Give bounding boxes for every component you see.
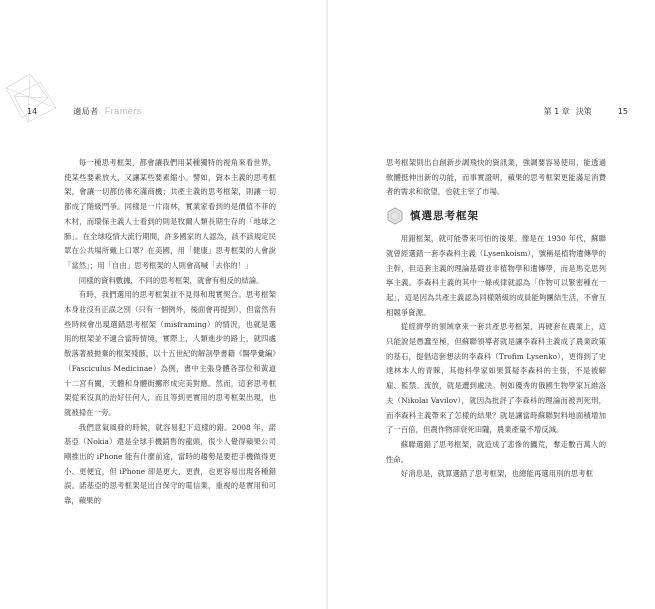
- chapter-title: 決策: [575, 107, 592, 116]
- body-paragraph: 蘇聯選錯了思考框架，就造成了悲慘的饑荒，奪走數百萬人的性命。: [386, 439, 606, 464]
- page-number: 15: [617, 107, 628, 116]
- book-title-english: Framers: [104, 106, 142, 116]
- right-body-text: [386, 156, 606, 482]
- body-paragraph: 從經濟學的領域拿來一套共產思考框架，再硬套在農業上，這只能說是愚蠢至極，但蘇聯領導者就是讓李森科主義成了農業政策的基石，提倡這套想法的李森科（Trofim Lysenko），更得到了史達林本人的青睞，其他科學家如果質疑李森科的主張，不是被解雇、監禁、流放，就是遭到處決。例如優秀的俄國生物學家瓦維洛夫（Nikolai Vavilov），就因為批評了李森科的理論而被判死刑，而李森科主義帶來了怎樣的結果？就是讓當時蘇聯對料地面積增加了一百倍，但農作物卻衰死田隴，農業產量不增反減。: [386, 322, 606, 435]
- book-title: 適局者: [73, 107, 99, 116]
- hexagon-icon: [386, 207, 404, 225]
- right-running-header: [544, 106, 628, 120]
- body-paragraph: 用錯框架，就可能帶來可怕的後果。像是在 1930 年代，蘇聯就曾經選錯一套李森科主義（Lysenkoism），號稱是植物遺傳學的主幹，但這套主義的理論基礎並非植物學和遺傳學，而是馬克思列寧主義。李森科主義的其中一條戒律就認為「作物可以緊密種在一起」，這是因為共產主義認為同樣階級的成員能夠團結生活，不會互相競爭資源。: [386, 234, 606, 317]
- body-paragraph-continued: 思考框架則出自創新步調飛快的資訊業，強調要容易使用、能透過軟體挺伸出新的功能，而事實證明，蘋果的思考框架更能滿足消費者的需求和欲望，也就主宰了市場。: [386, 158, 606, 197]
- section-heading: [386, 206, 606, 226]
- left-running-header: [27, 106, 142, 120]
- page-number: 14: [27, 107, 38, 116]
- body-paragraph: 好消息是，就算選錯了思考框架，也總能再選用別的思考框: [400, 469, 593, 479]
- section-title: 慎選思考框架: [410, 209, 479, 222]
- left-body-text: [64, 156, 276, 509]
- body-paragraph: 同樣的資料數據，不同的思考框架，就會有相反的結論。: [78, 275, 264, 285]
- chapter-label: 第 1 章: [543, 107, 570, 116]
- body-paragraph: 有時，我們選用的思考框架並不見得和現實契合。思考框架本身並沒有正誤之別（只有一個例外，後面會再提到），但當然有些時候會出現選錯思考框架（misframing）的情況，也就是選用的框架並不適合當時情境，實際上，人類進步的路上，就四處散落著被拋棄的框架殘骸，以十五世紀的解剖學書籍《醫學彙編》（Fasciculus Medicinae）為例，書中主張身體各部位和黃道十二宮有關，天體和身體街擲形成完美對應。然而，這套思考框架從來沒真的治好任何人，而且等到更實用的思考框架出現，也就被掃在一旁。: [64, 290, 276, 417]
- body-paragraph: 我們意氣風發的時候，就容易犯下這樣的錯。2008 年，諾基亞（Nokia）還是全球手機銷售的龍頭，很少人覺得蘋果公司剛推出的 iPhone 能有什麼前途，當時的趨勢是要把手機做得更小、更便宜，但 iPhone 卻是更大、更貴，也更容易出現各種錯誤。諾基亞的思考框架是出自保守的電信業，重視的是實用和可靠，蘋果的: [64, 422, 276, 506]
- body-paragraph: 每一種思考框架，都會讓我們用某種獨特的視角來看世界，使某些要素放大，又讓某些要素縮小。譬如，資本主義的思考框架，會讓一切都仿佛充滿商機；共產主義的思考框架，則讓一切都成了階級鬥爭。同樣是一片雨林，實業家看到的是價值不菲的木材，而環保主義人士看到的則是牧爾人類長期生存的「地球之肺」。在全球疫情大流行期間，許多國家的人認為，該不該規定民眾在公共場所戴上口罩？在美國，用「健康」思考框架的人會說「當然」；用「自由」思考框架的人則會高喊「去你的！」: [64, 158, 276, 270]
